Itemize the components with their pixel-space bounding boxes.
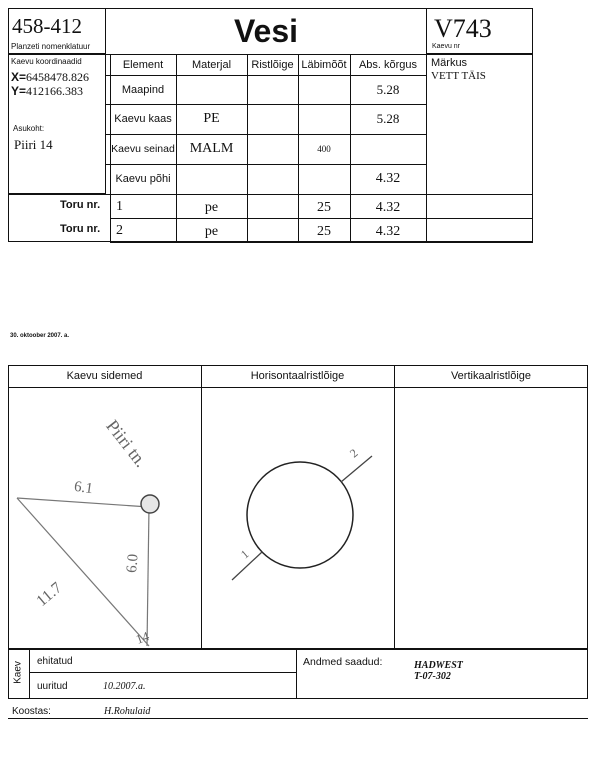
pipe-diameter: 25 (317, 200, 331, 215)
author-label: Koostas: (12, 706, 51, 717)
table-line (8, 194, 533, 195)
coord-x-label: X= (11, 70, 27, 84)
pipe-diameter: 25 (317, 224, 331, 239)
pipe-number: 1 (116, 199, 123, 214)
footer-divider (29, 649, 30, 699)
header-element: Element (122, 58, 164, 71)
data-source-label: Andmed saadud: (303, 656, 383, 668)
sketch-street-label: Piiri tn. (102, 416, 152, 471)
row-diameter: 400 (317, 144, 331, 154)
coords-label: Kaevu koordinaadid (11, 57, 82, 66)
section-ties-title: Kaevu sidemed (66, 370, 143, 382)
header-abs-height: Abs. kõrgus (358, 58, 418, 71)
well-number-label: Kaevu nr (432, 43, 461, 50)
header-diameter: Läbimõõt (301, 58, 347, 71)
footer-divider (296, 649, 297, 699)
coord-y-value: 412166.383 (26, 84, 84, 98)
row-height: 5.28 (376, 111, 400, 126)
footer-side-label: Kaev (12, 661, 24, 684)
notes-value: VETT TÄIS (431, 70, 486, 82)
sketch-dist-diag: 11.7 (33, 579, 66, 610)
section-vertical-title: Vertikaalristlõige (450, 370, 532, 382)
pipe-2-mark: 2 (346, 445, 361, 461)
author-underline (8, 718, 588, 719)
row-material: PE (203, 111, 220, 126)
row-element: Kaevu põhi (115, 173, 171, 185)
sketch-dist-right: 6.0 (124, 553, 142, 574)
document-date: 30. oktoober 2007. a. (10, 333, 70, 339)
horizontal-section-drawing (202, 388, 393, 648)
pipe-height: 4.32 (375, 224, 401, 239)
coord-y (11, 84, 83, 99)
section-divider (394, 365, 395, 649)
row-height: 5.28 (376, 81, 400, 97)
table-line (247, 54, 248, 242)
header-material: Materjal (191, 58, 232, 71)
pipe-number: 2 (116, 223, 123, 238)
footer-box (8, 649, 588, 699)
row-height: 4.32 (375, 171, 401, 186)
author-value: H.Rohulaid (104, 706, 151, 717)
coord-y-label: Y= (11, 84, 27, 98)
data-source-value-2: T-07-302 (414, 671, 451, 682)
notes-header: Märkus (431, 57, 468, 69)
location-value: Piiri 14 (14, 137, 53, 152)
coord-x (11, 70, 89, 85)
well-number-value: V743 (434, 14, 492, 43)
section-horizontal-title: Horisontaalristlõige (250, 370, 345, 382)
sketch-dist-top: 6.1 (73, 478, 94, 498)
surveyed-value: 10.2007.a. (103, 681, 146, 692)
data-source-value-1: HADWEST (414, 660, 463, 671)
pipe-height: 4.32 (375, 200, 401, 215)
nomenclature-value: 458-412 (12, 14, 82, 38)
pipe-material: pe (204, 200, 219, 215)
sketch-corner: 14 (133, 628, 152, 647)
row-material: MALM (189, 141, 234, 156)
coord-x-value: 6458478.826 (26, 70, 90, 84)
pipe-1-mark: 1 (237, 546, 252, 562)
pipe-label: Toru nr. (60, 199, 101, 211)
table-line (426, 54, 427, 242)
footer-divider (29, 672, 296, 673)
page-title: Vesi (233, 12, 299, 49)
row-element: Maapind (121, 83, 165, 96)
row-element: Kaevu seinad (111, 143, 175, 155)
surveyed-label: uuritud (37, 681, 68, 692)
row-element: Kaevu kaas (114, 113, 172, 125)
nomenclature-label: Planzeti nomenklatuur (11, 42, 91, 51)
header-cross-section: Ristlõige (251, 58, 294, 71)
built-label: ehitatud (37, 656, 73, 667)
pipe-label: Toru nr. (60, 223, 101, 235)
location-label: Asukoht: (13, 124, 45, 133)
pipe-material: pe (204, 224, 219, 239)
